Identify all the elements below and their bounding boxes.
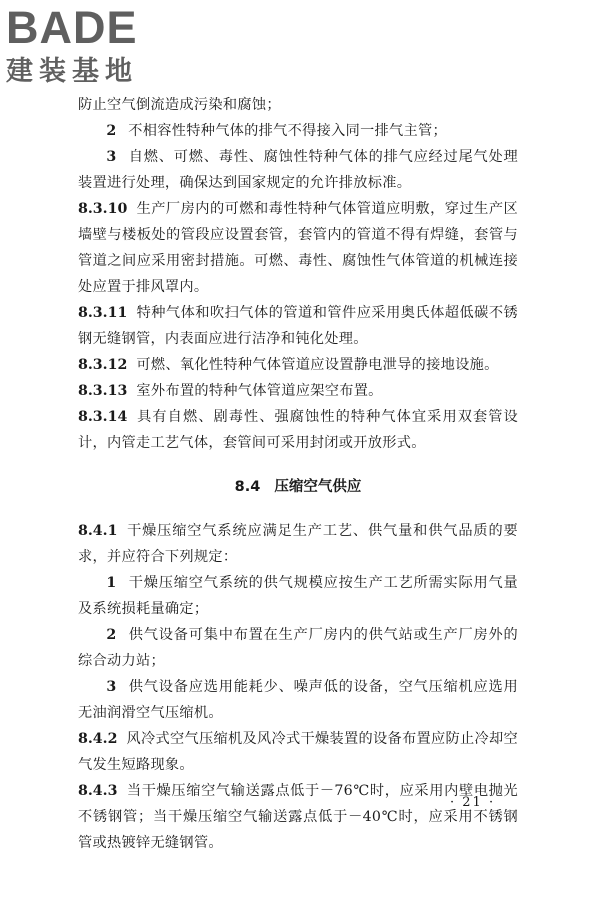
clause-number: 8.3.14 <box>78 409 128 425</box>
page-number: · 21 · <box>450 795 496 810</box>
paragraph-text: 风冷式空气压缩机及风冷式干燥装置的设备布置应防止冷却空气发生短路现象。 <box>78 731 518 773</box>
clause-paragraph <box>78 726 518 778</box>
paragraph-text: 防止空气倒流造成污染和腐蚀； <box>78 97 281 113</box>
section-number: 8.4 <box>234 479 261 495</box>
paragraph-text: 供气设备可集中布置在生产厂房内的供气站或生产厂房外的综合动力站； <box>78 627 518 669</box>
list-item <box>78 570 518 622</box>
clause-number: 8.3.13 <box>78 383 128 399</box>
paragraph-text: 当干燥压缩空气输送露点低于－76℃时，应采用内壁电抛光不锈钢管；当干燥压缩空气输送露点低于－40℃时，应采用不锈钢管或热镀锌无缝钢管。 <box>78 783 518 851</box>
clause-paragraph <box>78 378 518 404</box>
paragraph-text: 可燃、氧化性特种气体管道应设置静电泄导的接地设施。 <box>136 357 499 373</box>
item-number: 3 <box>106 679 117 695</box>
paragraph-text: 自燃、可燃、毒性、腐蚀性特种气体的排气应经过尾气处理装置进行处理，确保达到国家规定的允许排放标准。 <box>78 149 518 191</box>
clause-number: 8.4.1 <box>78 523 118 539</box>
paragraph-text: 具有自燃、剧毒性、强腐蚀性的特种气体宜采用双套管设计，内管走工艺气体，套管间可采用封闭或开放形式。 <box>78 409 518 451</box>
list-item <box>78 118 518 144</box>
clause-number: 8.3.10 <box>78 201 128 217</box>
item-number: 2 <box>106 123 117 139</box>
item-number: 1 <box>106 575 117 591</box>
clause-number: 8.4.2 <box>78 731 118 747</box>
logo-chinese-name: 建装基地 <box>6 56 138 87</box>
list-item <box>78 622 518 674</box>
item-number: 3 <box>106 149 117 165</box>
continuation-paragraph <box>78 92 518 118</box>
clause-paragraph <box>78 404 518 456</box>
paragraph-text: 干燥压缩空气系统的供气规模应按生产工艺所需实际用气量及系统损耗量确定； <box>78 575 518 617</box>
paragraph-text: 特种气体和吹扫气体的管道和管件应采用奥氏体超低碳不锈钢无缝钢管，内表面应进行洁净和钝化处理。 <box>78 305 518 347</box>
clause-paragraph <box>78 518 518 570</box>
clause-paragraph <box>78 300 518 352</box>
clause-number: 8.3.12 <box>78 357 128 373</box>
item-number: 2 <box>106 627 117 643</box>
section-title: 压缩空气供应 <box>274 479 362 495</box>
paragraph-text: 供气设备应选用能耗少、噪声低的设备，空气压缩机应选用无油润滑空气压缩机。 <box>78 679 518 721</box>
clause-number: 8.3.11 <box>78 305 128 321</box>
paragraph-text: 生产厂房内的可燃和毒性特种气体管道应明敷，穿过生产区墙壁与楼板处的管段应设置套管，套管内的管道不得有焊缝，套管与管道之间应采用密封措施。可燃、毒性、腐蚀性气体管道的机械连接处应置于排风罩内。 <box>78 201 518 295</box>
section-heading <box>78 474 518 500</box>
list-item <box>78 674 518 726</box>
logo-wordmark: BADE <box>6 2 138 53</box>
logo <box>6 4 176 90</box>
clause-paragraph <box>78 196 518 300</box>
document-body <box>78 92 518 856</box>
paragraph-text: 室外布置的特种气体管道应架空布置。 <box>136 383 383 399</box>
list-item <box>78 144 518 196</box>
clause-paragraph <box>78 352 518 378</box>
clause-number: 8.4.3 <box>78 783 118 799</box>
paragraph-text: 不相容性特种气体的排气不得接入同一排气主管； <box>128 123 447 139</box>
clause-paragraph <box>78 778 518 856</box>
paragraph-text: 干燥压缩空气系统应满足生产工艺、供气量和供气品质的要求，并应符合下列规定： <box>78 523 518 565</box>
